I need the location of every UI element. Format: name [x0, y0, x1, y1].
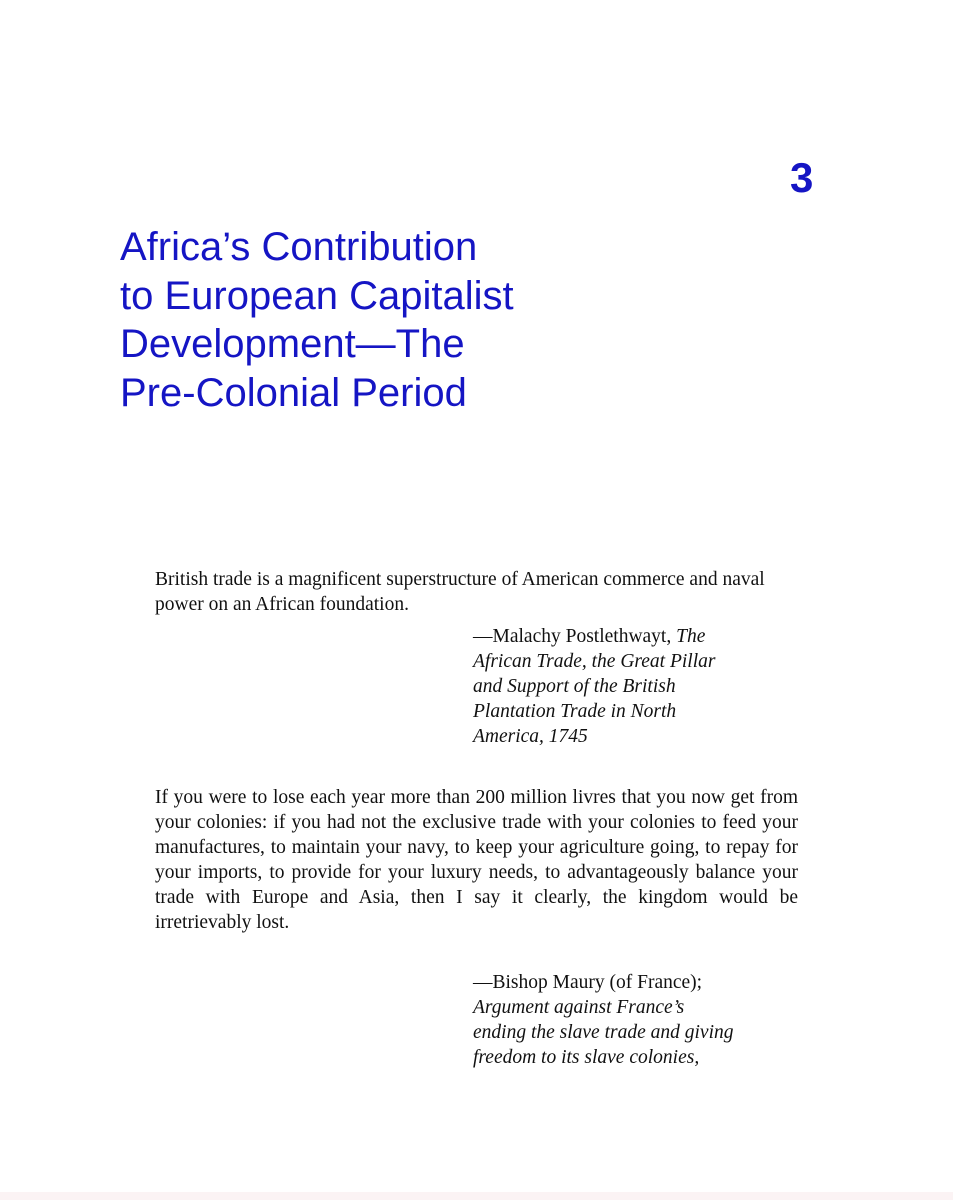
epigraph-quote: British trade is a magnificent superstructure of American commerce and naval power on an African foundation. [155, 569, 765, 615]
epigraph-attribution [473, 970, 803, 1070]
attribution-line: African Trade, the Great Pillar [473, 651, 716, 672]
attribution-line: Plantation Trade in North [473, 701, 677, 722]
attribution-line: America, 1745 [473, 726, 588, 747]
attribution-line: ending the slave trade and giving [473, 1022, 734, 1043]
chapter-title-line: Africa’s Contribution [120, 225, 478, 269]
attribution-work: The [676, 626, 706, 647]
attribution-author: —Malachy Postlethwayt, [473, 626, 677, 647]
attribution-line: freedom to its slave colonies, [473, 1047, 700, 1068]
epigraph-attribution [473, 624, 803, 749]
attribution-line: Argument against France’s [473, 997, 685, 1018]
epigraph-quote: If you were to lose each year more than 200 million livres that you now get from your colonies: if you had not the exclusive trade with your colonies to feed your manufactures, to maintain your navy, to keep your agriculture going, to repay for your imports, to provide for your luxury needs, to advantageously balance your trade with Europe and Asia, then I say it clearly, the kingdom would be irretrievably lost. [155, 787, 798, 933]
attribution-author: —Bishop Maury (of France); [473, 972, 703, 993]
attribution-line: and Support of the British [473, 676, 676, 697]
attribution-line [473, 624, 803, 649]
chapter-title-line: Development—The [120, 322, 465, 366]
chapter-title [120, 223, 640, 417]
chapter-title-line: to European Capitalist [120, 273, 514, 318]
chapter-number: 3 [790, 154, 814, 201]
chapter-title-line: Pre-Colonial Period [120, 370, 467, 415]
page-bottom-edge [0, 1192, 953, 1200]
